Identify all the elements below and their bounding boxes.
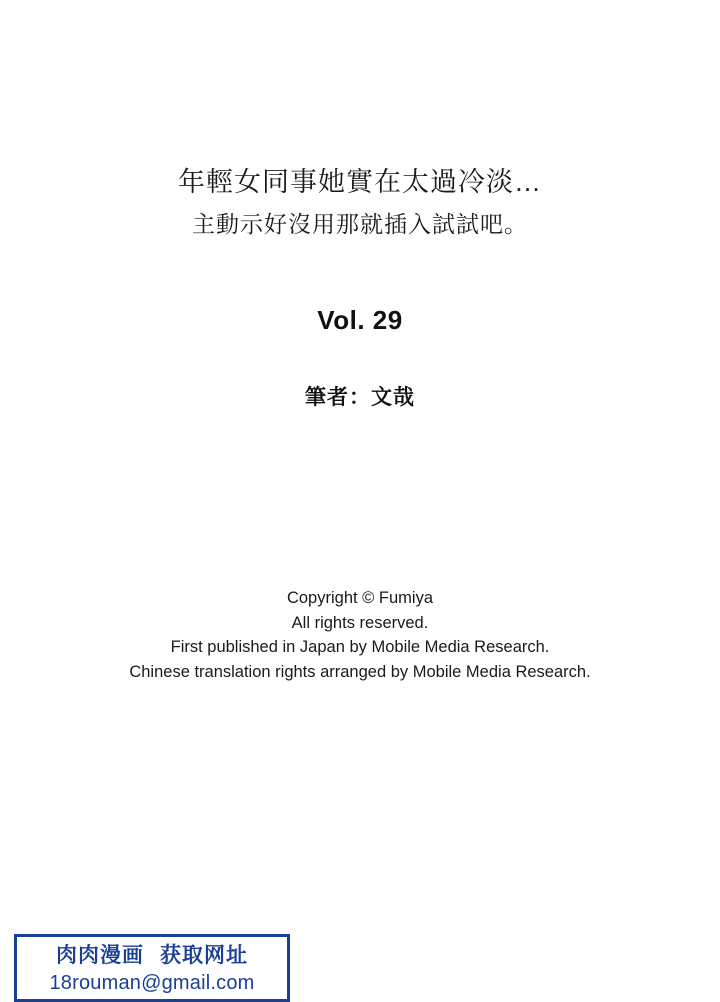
title-block (0, 163, 720, 241)
page-title-line-1: 年輕女同事她實在太過冷淡… (178, 167, 542, 197)
watermark-heading (17, 942, 287, 970)
watermark-badge (14, 934, 290, 1002)
copyright-line-translation: Chinese translation rights arranged by Mobile Media Research. (129, 662, 591, 681)
watermark-action: 获取网址 (160, 944, 248, 967)
copyright-line-publisher: First published in Japan by Mobile Media Research. (170, 638, 550, 656)
copyright-block (0, 586, 720, 684)
copyright-line-holder: Copyright © Fumiya (286, 589, 434, 607)
page-title-line-2: 主動示好沒用那就插入試試吧。 (192, 211, 528, 237)
watermark-brand: 肉肉漫画 (56, 944, 144, 967)
watermark-email: 18rouman@gmail.com (49, 972, 255, 994)
volume-label: Vol. 29 (317, 305, 403, 335)
copyright-line-rights: All rights reserved. (291, 613, 429, 632)
author-label: 筆者：文哉 (305, 386, 415, 409)
